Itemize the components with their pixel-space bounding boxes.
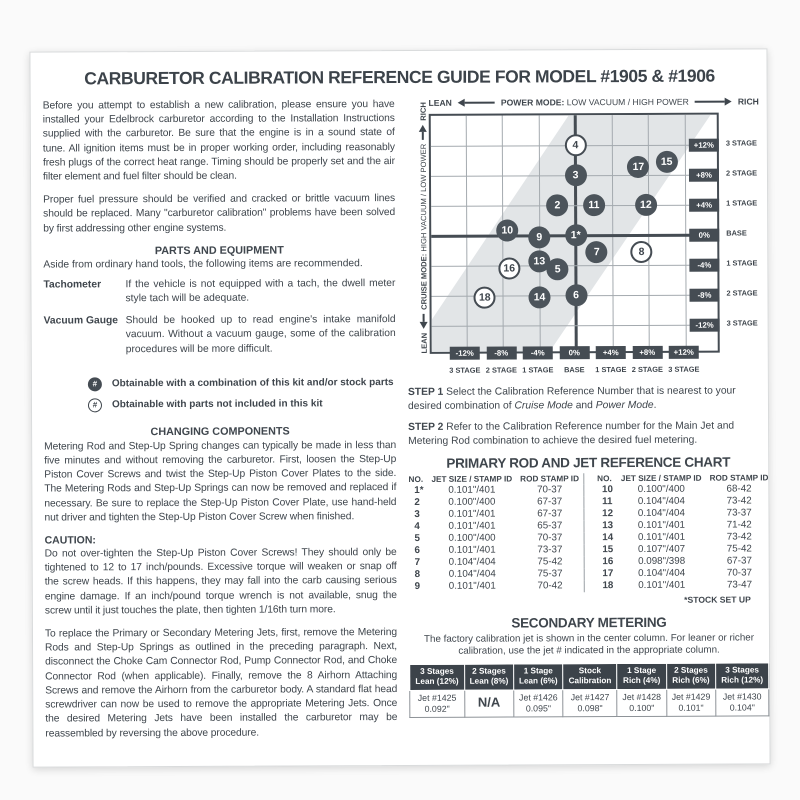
jet-rod-row	[592, 531, 772, 544]
calibration-point-9: 9	[528, 227, 550, 249]
calibration-point-12: 12	[635, 194, 657, 216]
y-axis-badge: -8%	[689, 288, 719, 301]
jet-size-stamp-id: 0.101"/401	[448, 580, 496, 592]
x-axis-stage-label: 1 STAGE	[522, 365, 554, 375]
y-axis-badge: +4%	[689, 198, 719, 211]
jet-size-stamp-id: 0.104"/404	[637, 495, 685, 508]
x-axis-stage-label: 3 STAGE	[449, 365, 481, 375]
rod-stamp-id: 67-37	[537, 496, 563, 508]
arrow-up-icon	[419, 125, 427, 140]
step-1: STEP 1 Select the Calibration Reference Number that is nearest to your desired combination of Cruise Mode and Power Mode.	[407, 385, 736, 412]
y-axis-stage-label: 2 STAGE	[725, 168, 758, 178]
legend-row-kit-parts	[88, 376, 396, 391]
secondary-jet-value: Jet #1429 0.101"	[666, 689, 715, 716]
y-axis-badge: 0%	[689, 228, 719, 241]
x-axis-stage-label: 2 STAGE	[485, 365, 517, 375]
jet-size-stamp-id: 0.104"/404	[448, 568, 496, 580]
ref-no: 7	[414, 556, 421, 569]
x-axis-badge: -8%	[486, 346, 516, 359]
x-axis-stage-label: 3 STAGE	[668, 364, 700, 374]
col-rod: ROD STAMP ID	[709, 472, 769, 483]
secondary-jet-value: Jet #1430 0.104"	[716, 688, 769, 715]
rod-stamp-id: 73-37	[726, 507, 752, 519]
rod-stamp-id: 70-37	[537, 532, 563, 544]
filled-hash-circle-icon: #	[88, 377, 102, 391]
stock-setup-note: *STOCK SET UP	[684, 594, 751, 605]
calibration-point-1: 1*	[565, 224, 587, 246]
jet-rod-row	[404, 508, 583, 521]
cruise-rich-label: RICH	[418, 102, 428, 121]
cruise-mode-text: CRUISE MODE: HIGH VACUUM / LOW POWER	[418, 143, 429, 310]
y-axis-stage-label: BASE	[726, 228, 747, 238]
jet-rod-row	[404, 544, 583, 557]
ref-no: 5	[414, 532, 420, 545]
tachometer-row	[43, 277, 395, 307]
calibration-point-2: 2	[546, 194, 568, 216]
rod-stamp-id: 70-42	[537, 580, 563, 592]
arrow-down-icon	[420, 314, 428, 329]
power-mode-text: POWER MODE: LOW VACUUM / HIGH POWER	[500, 96, 689, 108]
secondary-column-header: 2 Stages Rich (6%)	[666, 663, 715, 689]
jet-size-stamp-id: 0.101"/401	[448, 520, 496, 532]
secondary-table-value-row	[410, 688, 769, 717]
jet-size-stamp-id: 0.101"/401	[637, 519, 686, 532]
jet-rod-row	[592, 543, 772, 556]
tachometer-desc: If the vehicle is not equipped with a tach, the dwell meter style tach will be adequate.	[125, 277, 396, 305]
secondary-table-header-row	[410, 663, 769, 690]
rod-stamp-id: 73-47	[726, 579, 753, 591]
rod-stamp-id: 75-42	[537, 556, 563, 568]
x-axis-badge: 0%	[559, 346, 589, 359]
power-mode-axis-label	[421, 96, 767, 108]
col-rod: ROD STAMP ID	[520, 473, 580, 484]
secondary-jet-value: N/A	[464, 690, 513, 717]
jet-rod-row	[592, 495, 772, 508]
jet-rod-row	[592, 567, 772, 580]
secondary-metering-intro: The factory calibration jet is shown in the center column. For leaner or richer calibration, use the jet # indicated in the appropriate column.	[423, 632, 755, 658]
rod-stamp-id: 73-42	[726, 531, 752, 543]
legend-kit-parts-text: Obtainable with a combination of this kit and/or stock parts	[111, 377, 394, 390]
secondary-column-header: Stock Calibration	[563, 664, 617, 690]
rod-stamp-id: 75-42	[726, 543, 752, 555]
symbol-legend	[88, 376, 396, 412]
jet-size-stamp-id: 0.104"/404	[637, 507, 685, 520]
rod-stamp-id: 75-37	[537, 568, 563, 580]
ref-no: 8	[414, 568, 421, 581]
calibration-point-5: 5	[547, 258, 569, 280]
intro-paragraph-1: Before you attempt to establish a new calibration, please ensure you have installed your Edelbrock carburetor according to the Installation Instructions supplied with the carburetor. Be sure that the engine is in a sound state of tune. All ignition items must be in proper working order, including reasonably fresh plugs of the correct heat range. Timing should be properly set and the air filter element and fuel filter should be clean.	[42, 99, 395, 183]
arrow-right-icon	[695, 98, 732, 106]
calibration-point-11: 11	[583, 194, 605, 216]
calibration-point-13: 13	[528, 250, 550, 272]
intro-paragraph-2: Proper fuel pressure should be verified and cracked or brittle vacuum lines should be replaced. Many "carburetor calibration" problems have been solved by first addressing other engine systems.	[43, 193, 396, 235]
secondary-column-header: 1 Stage Lean (6%)	[514, 664, 563, 690]
calibration-point-8: 8	[630, 240, 652, 262]
replace-jets-paragraph: To replace the Primary or Secondary Metering Jets, first, remove the Metering Rods and Step-Up Springs as outlined in the preceding paragraph. Next, disconnect the Choke Cam Connector Rod, Pump Connector Rod, and Choke Connector Rod (when applicable). Finally, remove the 8 Airhorn Attaching Screws and remove the Airhorn from the carburetor body. A standard flat head screwdriver can now be used to remove the appropriate Metering Jets. Once the desired Metering Jets have been installed the carburetor may be reassembled by reversing the above procedure.	[44, 627, 398, 740]
parts-equipment-heading: PARTS AND EQUIPMENT	[154, 244, 284, 257]
col-no: NO.	[408, 474, 424, 484]
jet-rod-row	[405, 580, 584, 593]
primary-table-heading: PRIMARY ROD AND JET REFERENCE CHART	[446, 454, 731, 471]
calibration-point-16: 16	[498, 257, 520, 279]
calibration-point-17: 17	[627, 156, 649, 178]
caution-paragraph: Do not over-tighten the Step-Up Piston Cover Screws! They should only be tightened to 12 to 17 inch/pounds. Excessive torque will weaken or snap off the screw heads. If this happens, they may fall into the carb causing serious engine damage. If an inch/pound torque wrench is not available, snug the screw until it just touches the plate, then tighten 1/16th turn more.	[44, 547, 397, 617]
tachometer-term: Tachometer	[43, 279, 102, 291]
calibration-point-6: 6	[565, 284, 587, 306]
calibration-point-18: 18	[474, 286, 496, 308]
ref-no: 1*	[414, 484, 424, 497]
step-1-label: STEP 1	[407, 386, 444, 398]
ref-no: 9	[414, 580, 421, 593]
ref-no: 11	[602, 496, 613, 508]
rod-stamp-id: 67-37	[537, 508, 563, 520]
page-title: CARBURETOR CALIBRATION REFERENCE GUIDE FOR MODEL #1905 & #1906	[84, 65, 715, 89]
rod-stamp-id: 70-37	[726, 567, 752, 579]
calibration-point-4: 4	[564, 134, 586, 156]
secondary-metering-table	[409, 662, 769, 717]
rod-stamp-id: 67-37	[726, 555, 752, 567]
jet-size-stamp-id: 0.107"/407	[638, 543, 686, 556]
changing-components-paragraph: Metering Rod and Step-Up Spring changes can typically be made in less than five minutes and without removing the carburetor. First, loosen the Step-Up Piston Cover Screws and twist the Step-Up Piston Cover Plates to the side. The Metering Rods and Step-Up Springs can now be removed and replaced if necessary. Be sure to replace the Step-Up Piston Cover Plate, use hand-held nut driver and tighten the Step-Up Piston Cover Screw when finished.	[44, 439, 397, 524]
ref-no: 6	[414, 544, 420, 557]
ref-no: 4	[414, 520, 420, 533]
calibration-point-7: 7	[586, 241, 608, 263]
jet-rod-row	[405, 568, 584, 581]
x-axis-badge: +12%	[669, 346, 699, 359]
calibration-point-3: 3	[564, 164, 586, 186]
x-axis-badge: +8%	[632, 346, 662, 359]
ref-no: 3	[414, 508, 420, 521]
secondary-column-header: 3 Stages Rich (12%)	[716, 663, 769, 689]
y-axis-badge: -12%	[690, 318, 720, 331]
y-axis-stage-label: 2 STAGE	[726, 288, 758, 298]
step-2-label: STEP 2	[408, 421, 444, 433]
rod-stamp-id: 73-37	[537, 544, 563, 556]
power-mode-em: Power Mode	[595, 399, 654, 412]
y-axis-stage-label: 3 STAGE	[726, 318, 758, 328]
jet-rod-row	[592, 507, 772, 520]
jet-rod-row	[404, 532, 583, 545]
jet-size-stamp-id: 0.100"/400	[448, 532, 496, 544]
power-lean-label: LEAN	[428, 97, 452, 108]
secondary-jet-value: Jet #1427 0.098"	[563, 689, 617, 716]
secondary-jet-value: Jet #1425 0.092"	[410, 690, 465, 717]
y-axis-badge: +12%	[689, 138, 719, 151]
left-column	[43, 98, 398, 750]
jet-rod-row	[592, 483, 772, 496]
x-axis-badge: +4%	[596, 346, 626, 359]
x-axis-stage-label: BASE	[564, 365, 585, 375]
y-axis-badge: -4%	[689, 258, 719, 271]
vacuum-gauge-row	[44, 313, 396, 357]
rod-stamp-id: 70-37	[537, 484, 563, 496]
secondary-jet-value: Jet #1426 0.095"	[514, 689, 563, 716]
ref-no: 12	[602, 508, 614, 520]
secondary-column-header: 1 Stage Rich (4%)	[617, 663, 666, 689]
jet-size-stamp-id: 0.101"/401	[448, 484, 496, 496]
col-jet: JET SIZE / STAMP ID	[431, 474, 513, 484]
legend-row-not-included	[88, 397, 396, 412]
jet-rod-row	[592, 555, 772, 568]
legend-not-included-text: Obtainable with parts not included in this kit	[111, 398, 323, 411]
secondary-jet-value: Jet #1428 0.100"	[617, 689, 666, 716]
jet-rod-row	[404, 520, 583, 533]
cruise-mode-em: Cruise Mode	[514, 400, 573, 412]
y-axis-stage-label: 1 STAGE	[726, 258, 758, 268]
step-2: STEP 2 Refer to the Calibration Reference number for the Main Jet and Metering Rod combination to achieve the desired fuel metering.	[408, 420, 735, 447]
primary-table	[408, 472, 769, 593]
outline-hash-circle-icon: #	[88, 398, 102, 412]
col-no: NO.	[597, 473, 612, 483]
secondary-metering-heading: SECONDARY METERING	[511, 614, 667, 631]
jet-size-stamp-id: 0.104"/404	[638, 567, 686, 580]
ref-no: 10	[602, 484, 613, 496]
right-column	[407, 96, 770, 748]
jet-size-stamp-id: 0.101"/401	[448, 544, 496, 556]
ref-no: 15	[602, 544, 614, 556]
ref-no: 17	[602, 568, 614, 580]
vacuum-gauge-desc: Should be hooked up to read engine's intake manifold vacuum. Without a vacuum gauge, some of the calibration procedures will be more difficult.	[125, 314, 396, 355]
cruise-lean-label: LEAN	[419, 332, 429, 354]
jet-size-stamp-id: 0.104"/404	[448, 556, 496, 568]
rod-stamp-id: 65-37	[537, 520, 563, 532]
primary-table-left-header	[404, 473, 583, 485]
document-page	[29, 48, 770, 767]
jet-size-stamp-id: 0.100"/400	[637, 483, 685, 496]
ref-no: 14	[602, 532, 614, 544]
ref-no: 2	[414, 496, 420, 509]
y-axis-stage-label: 3 STAGE	[725, 138, 757, 148]
x-axis-stage-label: 1 STAGE	[595, 365, 627, 375]
primary-table-left	[404, 473, 584, 593]
jet-rod-row	[405, 556, 584, 569]
ref-no: 13	[602, 520, 614, 532]
jet-size-stamp-id: 0.098"/398	[638, 555, 686, 568]
jet-rod-row	[592, 519, 772, 532]
caution-heading: CAUTION:	[44, 534, 96, 547]
ref-no: 16	[602, 556, 614, 568]
col-jet: JET SIZE / STAMP ID	[620, 473, 702, 483]
changing-components-heading: CHANGING COMPONENTS	[150, 425, 290, 438]
x-axis-badge: -12%	[450, 347, 480, 360]
chart-plot-area	[429, 113, 720, 354]
jet-rod-row	[404, 484, 583, 497]
calibration-point-10: 10	[496, 219, 518, 241]
jet-size-stamp-id: 0.101"/401	[638, 579, 686, 592]
y-axis-badge: +8%	[689, 168, 719, 181]
x-axis-badge: -4%	[523, 346, 553, 359]
rod-stamp-id: 73-42	[726, 495, 752, 507]
jet-rod-row	[592, 579, 772, 592]
x-axis-stage-label: 2 STAGE	[631, 364, 663, 374]
primary-table-right-header	[592, 472, 772, 484]
secondary-column-header: 3 Stages Lean (12%)	[410, 664, 465, 690]
jet-size-stamp-id: 0.100"/400	[448, 496, 496, 508]
power-rich-label: RICH	[737, 96, 759, 107]
rod-stamp-id: 71-42	[726, 519, 752, 531]
secondary-column-header: 2 Stages Lean (8%)	[464, 664, 513, 690]
y-axis-stage-label: 1 STAGE	[726, 198, 758, 208]
calibration-point-14: 14	[528, 286, 550, 308]
parts-equipment-intro: Aside from ordinary hand tools, the following items are recommended.	[43, 257, 363, 271]
jet-size-stamp-id: 0.101"/401	[637, 531, 686, 544]
jet-size-stamp-id: 0.101"/401	[448, 508, 496, 520]
primary-table-right	[592, 472, 773, 592]
arrow-left-icon	[458, 99, 495, 107]
two-column-layout	[42, 96, 769, 750]
rod-stamp-id: 68-42	[726, 483, 752, 495]
vacuum-gauge-term: Vacuum Gauge	[43, 315, 119, 327]
jet-rod-row	[404, 496, 583, 509]
ref-no: 18	[602, 580, 614, 592]
calibration-point-15: 15	[656, 150, 678, 172]
